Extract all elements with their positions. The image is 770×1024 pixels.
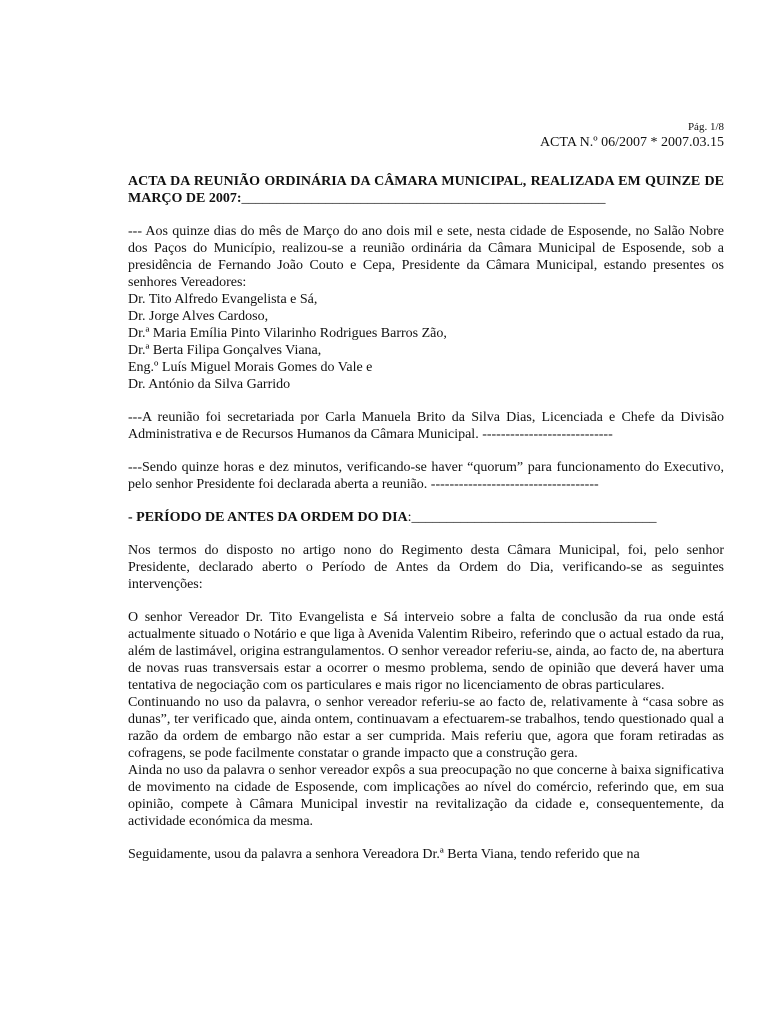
quorum-paragraph: ---Sendo quinze horas e dez minutos, verificando-se haver “quorum” para funcionamento do Executivo, pelo senhor Presidente foi declarada aberta a reunião. ------------------------------------	[128, 460, 724, 492]
vereador-item: Eng.º Luís Miguel Morais Gomes do Vale e	[128, 360, 373, 375]
intervention-paragraph-3: Ainda no uso da palavra o senhor vereador expôs a sua preocupação no que concerne à baixa significativa de movimento na cidade de Esposende, com implicações ao nível do comércio, referindo que, em sua opinião, compete à Câmara Municipal investir na revitalização da cidade e, consequentemente, da actividade económica da mesma.	[128, 763, 724, 829]
section-intro-paragraph: Nos termos do disposto no artigo nono do Regimento desta Câmara Municipal, foi, pelo senhor Presidente, declarado aberto o Período de Antes da Ordem do Dia, verificando-se as seguintes intervenções:	[128, 543, 724, 592]
page-number: Pág. 1/8	[687, 121, 724, 133]
intro-paragraph: --- Aos quinze dias do mês de Março do ano dois mil e sete, nesta cidade de Esposende, no Salão Nobre dos Paços do Município, realizou-se a reunião ordinária da Câmara Municipal de Esposende, sob a presidência de Fernando João Couto e Cepa, Presidente da Câmara Municipal, estando presentes os senhores Vereadores:	[128, 224, 724, 290]
vereador-item: Dr.ª Maria Emília Pinto Vilarinho Rodrigues Barros Zão,	[128, 326, 447, 341]
vereadores-list	[128, 291, 724, 393]
next-paragraph: Seguidamente, usou da palavra a senhora Vereadora Dr.ª Berta Viana, tendo referido que na	[128, 847, 640, 862]
section-heading-rule: :___________________________________	[407, 510, 657, 525]
title-underline: ____________________________________________________	[241, 191, 606, 206]
section-heading	[128, 509, 724, 526]
document-title-text: ACTA DA REUNIÃO ORDINÁRIA DA CÂMARA MUNICIPAL, REALIZADA EM QUINZE DE MARÇO DE 2007:	[128, 174, 724, 206]
section-heading-text: - PERÍODO DE ANTES DA ORDEM DO DIA	[128, 510, 408, 525]
secretariada-paragraph: ---A reunião foi secretariada por Carla Manuela Brito da Silva Dias, Licenciada e Chefe da Divisão Administrativa e de Recursos Humanos da Câmara Municipal. ----------------------------	[128, 410, 724, 442]
acta-reference: ACTA N.º 06/2007 * 2007.03.15	[539, 135, 724, 150]
vereador-item: Dr. António da Silva Garrido	[128, 377, 291, 392]
document-title	[128, 173, 724, 207]
vereador-item: Dr. Tito Alfredo Evangelista e Sá,	[128, 292, 318, 307]
vereador-item: Dr.ª Berta Filipa Gonçalves Viana,	[128, 343, 322, 358]
vereador-item: Dr. Jorge Alves Cardoso,	[128, 309, 269, 324]
intervention-paragraph-2: Continuando no uso da palavra, o senhor vereador referiu-se ao facto de, relativamente à “casa sobre as dunas”, ter verificado que, ainda ontem, continuavam a efectuarem-se trabalhos, tendo questionado qual a razão da ordem de embargo não estar a ser cumprida. Mais referiu que, agora que foram retiradas as cofragens, se pode facilmente constatar o grande impacto que a construção gera.	[128, 695, 724, 761]
document-body	[128, 173, 724, 863]
intervention-paragraph-1: O senhor Vereador Dr. Tito Evangelista e Sá interveio sobre a falta de conclusão da rua onde está actualmente situado o Notário e que liga à Avenida Valentim Ribeiro, referindo que o actual estado da rua, além de lastimável, origina estrangulamentos. O senhor vereador referiu-se, ainda, ao facto de, na abertura de novas ruas transversais estar a ocorrer o mesmo problema, sendo de opinião que deverá haver uma tentativa de negociação com os particulares e mais rigor no licenciamento de obras particulares.	[128, 610, 724, 693]
